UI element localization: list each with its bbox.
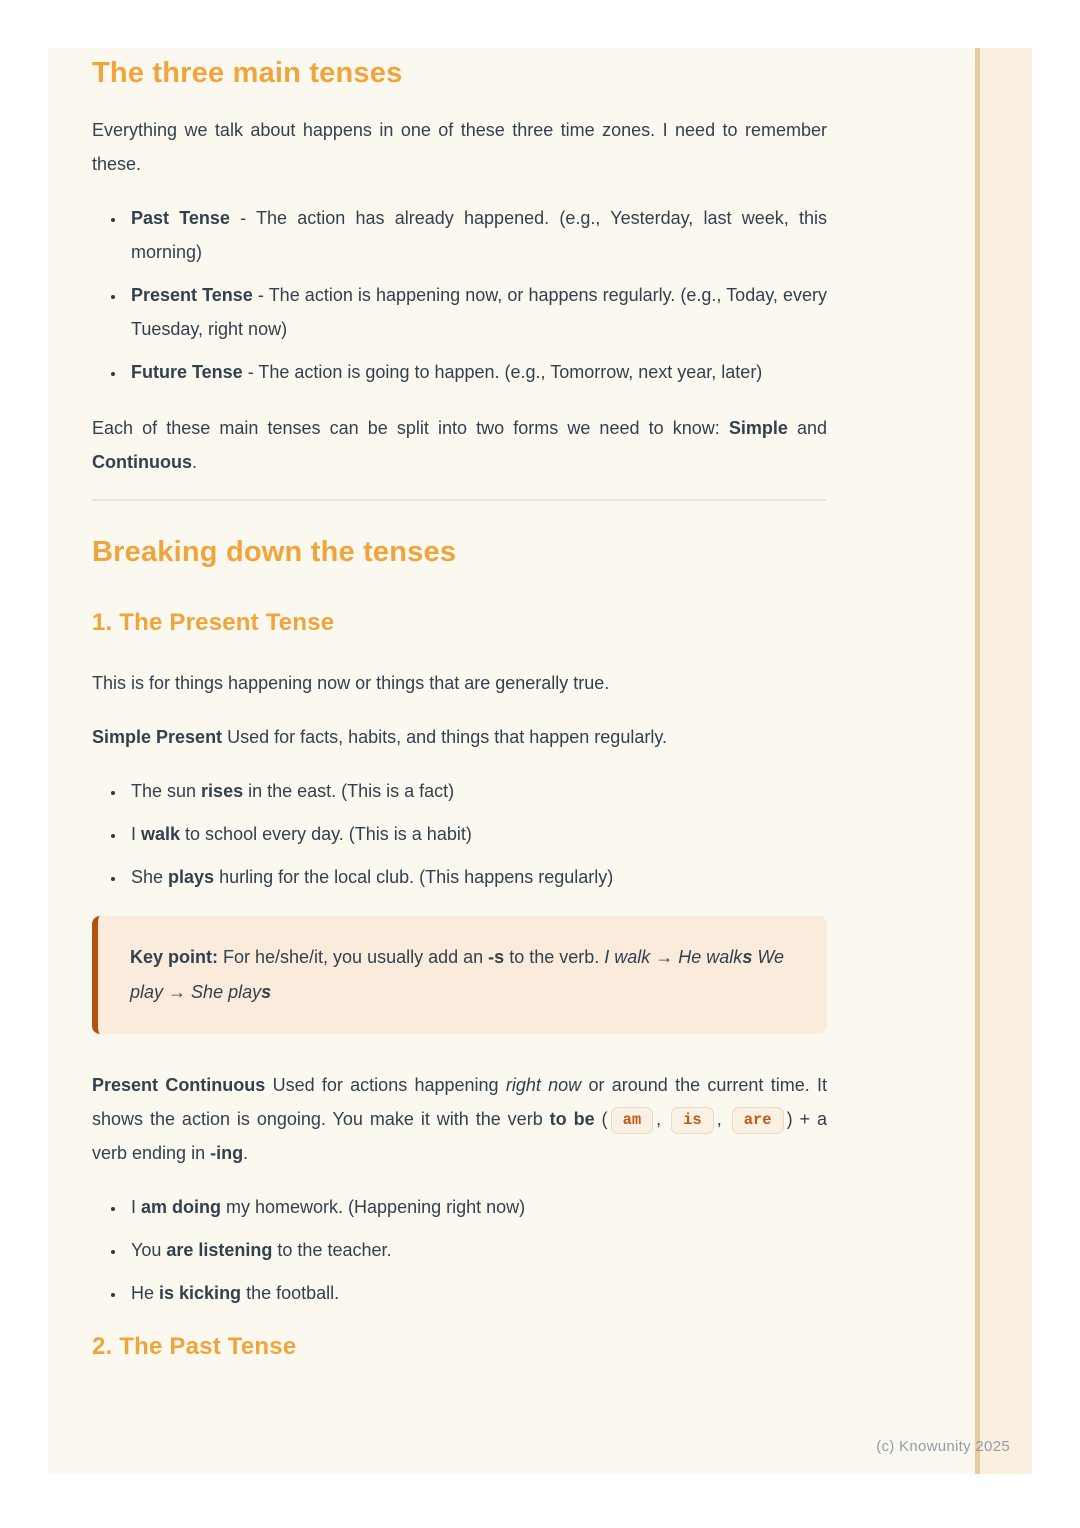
text-segment: He walk [678, 947, 743, 967]
text-segment: am doing [141, 1197, 222, 1217]
text-segment: to the teacher. [272, 1240, 392, 1260]
text-segment: rises [201, 781, 244, 801]
list-item-example-rises [126, 774, 827, 808]
text-segment: . [243, 1143, 249, 1163]
text-segment: ) + a verb ending in [92, 1109, 828, 1163]
list-item-example-are-listening [126, 1233, 827, 1267]
text-segment: my homework. (Happening right now) [221, 1197, 526, 1217]
text-segment: Simple Present [92, 727, 223, 747]
text-segment: Continuous [92, 452, 192, 472]
list-item-example-walk [126, 817, 827, 851]
text-segment: Each of these main tenses can be split into two forms we need to know: [92, 418, 729, 438]
text-segment: Present Continuous [92, 1075, 266, 1095]
key-point-callout [92, 916, 827, 1034]
text-segment: is kicking [159, 1283, 242, 1303]
text-segment: For he/she/it, you usually add an [218, 947, 489, 967]
text-segment: -s [488, 947, 505, 967]
text-segment: The sun [131, 781, 202, 801]
section-divider [92, 499, 827, 501]
text-segment: She play [191, 982, 262, 1002]
list-item-example-is-kicking [126, 1276, 827, 1310]
text-segment: You [131, 1240, 167, 1260]
text-segment: right now [505, 1075, 582, 1095]
text-segment: - The action is happening now, or happens regularly. (e.g., Today, every Tuesday, right now) [131, 285, 827, 339]
section-title-main-tenses: The three main tenses [92, 57, 403, 89]
text-segment: s [742, 947, 753, 967]
text-segment: → [163, 982, 192, 1002]
text-segment: Used for facts, habits, and things that happen regularly. [222, 727, 667, 747]
text-segment: in the east. (This is a fact) [243, 781, 455, 801]
text-segment: I walk [604, 947, 651, 967]
text-segment: . [191, 452, 197, 472]
text-segment: walk [141, 824, 181, 844]
list-item-present-tense [126, 278, 827, 346]
text-segment: the football. [241, 1283, 340, 1303]
inline-code-chip: am [611, 1107, 654, 1134]
note-sheet [48, 48, 1032, 1474]
subsection-title-present-tense: 1. The Present Tense [92, 609, 335, 636]
text-segment: We play [130, 947, 785, 1002]
page-edge-stripe [975, 48, 1032, 1474]
list-item-example-plays [126, 860, 827, 894]
text-segment: I [131, 1197, 142, 1217]
text-segment: She [131, 867, 169, 887]
text-segment: hurling for the local club. (This happens regularly) [214, 867, 614, 887]
text-segment: → [650, 947, 679, 967]
text-segment: Used for actions happening [265, 1075, 506, 1095]
intro-paragraph [92, 113, 827, 181]
inline-code-chip: are [732, 1107, 784, 1134]
split-forms-paragraph [92, 411, 827, 479]
text-segment: and [787, 418, 827, 438]
present-continuous-examples [92, 1190, 827, 1310]
text-segment: plays [168, 867, 215, 887]
note-content [92, 48, 827, 1362]
present-continuous-paragraph [92, 1068, 827, 1170]
list-item-example-am-doing [126, 1190, 827, 1224]
section-title-breakdown: Breaking down the tenses [92, 536, 457, 568]
tense-list [92, 201, 827, 389]
text-segment: Simple [728, 418, 788, 438]
text-segment: - The action has already happened. (e.g., Yesterday, last week, this morning) [131, 208, 827, 262]
inline-code-chip: is [671, 1107, 714, 1134]
key-point-text [130, 940, 797, 1010]
text-segment: are listening [166, 1240, 273, 1260]
copyright-watermark: (c) Knowunity 2025 [876, 1438, 1010, 1455]
text-segment: to school every day. (This is a habit) [180, 824, 472, 844]
text-segment: Key point: [130, 947, 218, 967]
simple-present-examples [92, 774, 827, 894]
text-segment: , [656, 1109, 669, 1129]
text-segment: or around the current time. It shows the action is ongoing. You make it with the verb [92, 1075, 827, 1129]
text-segment: -ing [210, 1143, 244, 1163]
list-item-past-tense [126, 201, 827, 269]
text-segment: Past Tense [131, 208, 230, 228]
text-segment: - The action is going to happen. (e.g., Tomorrow, next year, later) [242, 362, 763, 382]
text-segment: Future Tense [131, 362, 243, 382]
text-segment: I [131, 824, 142, 844]
present-tense-intro: This is for things happening now or things that are generally true. [92, 673, 610, 693]
text-segment: ( [594, 1109, 608, 1129]
text-segment: to the verb. [504, 947, 605, 967]
text-segment: , [716, 1109, 729, 1129]
text-segment: to be [549, 1109, 595, 1129]
text-segment: Present Tense [131, 285, 253, 305]
text-segment: He [131, 1283, 160, 1303]
list-item-future-tense [126, 355, 827, 389]
simple-present-paragraph [92, 720, 827, 754]
subsection-title-past-tense: 2. The Past Tense [92, 1333, 297, 1360]
text-segment: s [261, 982, 272, 1002]
text-segment: Everything we talk about happens in one of these three time zones. I need to remember these. [92, 120, 827, 174]
